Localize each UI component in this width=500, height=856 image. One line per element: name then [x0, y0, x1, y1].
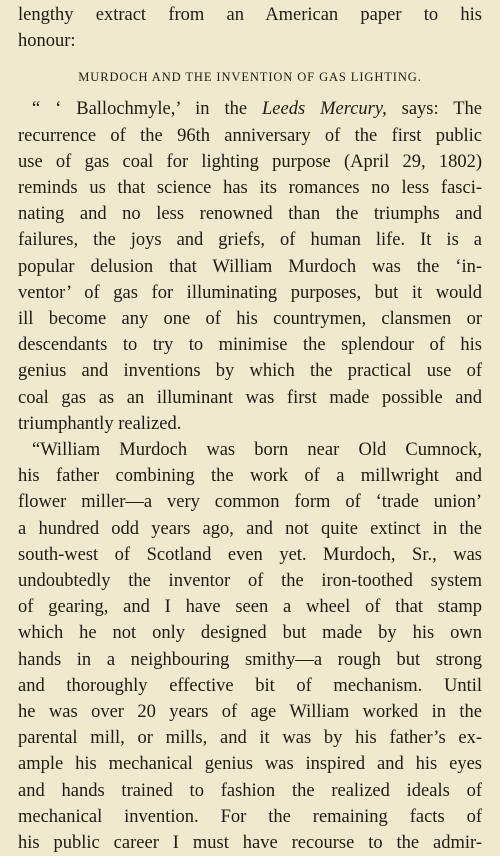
text-line: popular delusion that William Murdoch was the ‘in- [18, 256, 482, 277]
text-line: his father combining the work of a millwright and [18, 466, 482, 487]
text-line: he was over 20 years of age William worked in the [18, 702, 482, 723]
paragraph-1 [18, 96, 482, 437]
text-line: recurrence of the 96th anniversary of the first public [18, 125, 482, 146]
paragraph-2 [18, 437, 482, 856]
text-line: nating and no less renowned than the triumphs and [18, 204, 482, 225]
text-line: ample his mechanical genius was inspired and his eyes [18, 754, 482, 775]
text-line: undoubtedly the inventor of the iron-toothed system [18, 571, 482, 592]
text-line: his public career I must have recourse to the admir- [18, 833, 482, 854]
text-line [18, 96, 482, 122]
text-line: descendants to try to minimise the splendour of his [18, 335, 482, 356]
text-line: “William Murdoch was born near Old Cumnock, [32, 440, 482, 461]
text-line: flower miller—a very common form of ‘trade union’ [18, 492, 482, 513]
intro-text [18, 0, 482, 54]
text-line: ventor’ of gas for illuminating purposes, but it would [18, 282, 482, 303]
text-line: failures, the joys and griefs, of human life. It is a [18, 230, 482, 251]
text-line: and hands trained to fashion the realized ideals of [18, 780, 482, 801]
text-line: coal gas as an illuminant was first made possible and [18, 387, 482, 408]
text-line: hands in a neighbouring smithy—a rough but strong [18, 649, 482, 670]
newspaper-title: Leeds Mercury, [261, 99, 387, 120]
text-line: south-west of Scotland even yet. Murdoch, Sr., was [18, 544, 482, 565]
text-run: says: The [386, 99, 482, 120]
text-line: reminds us that science has its romances no less fasci- [18, 178, 482, 199]
text-run: “ ‘ Ballochmyle,’ in the [32, 99, 262, 120]
text-line: which he not only designed but made by his own [18, 623, 482, 644]
text-line: of gearing, and I have seen a wheel of that stamp [18, 597, 482, 618]
text-line: use of gas coal for lighting purpose (April 29, 1802) [18, 151, 482, 172]
text-line: a hundred odd years ago, and not quite extinct in the [18, 518, 482, 539]
text-line: triumphantly realized. [18, 413, 182, 434]
text-line: ill become any one of his countrymen, clansmen or [18, 309, 482, 330]
text-line: and thoroughly effective bit of mechanism. Until [18, 675, 482, 696]
text-line: mechanical invention. For the remaining facts of [18, 806, 482, 827]
text-line: lengthy extract from an American paper to his [18, 5, 482, 25]
text-line: genius and inventions by which the practical use of [18, 361, 482, 382]
text-line: parental mill, or mills, and it was by his father’s ex- [18, 728, 482, 749]
text-line: honour: [18, 31, 76, 52]
section-heading: MURDOCH AND THE INVENTION OF GAS LIGHTING. [78, 70, 422, 85]
